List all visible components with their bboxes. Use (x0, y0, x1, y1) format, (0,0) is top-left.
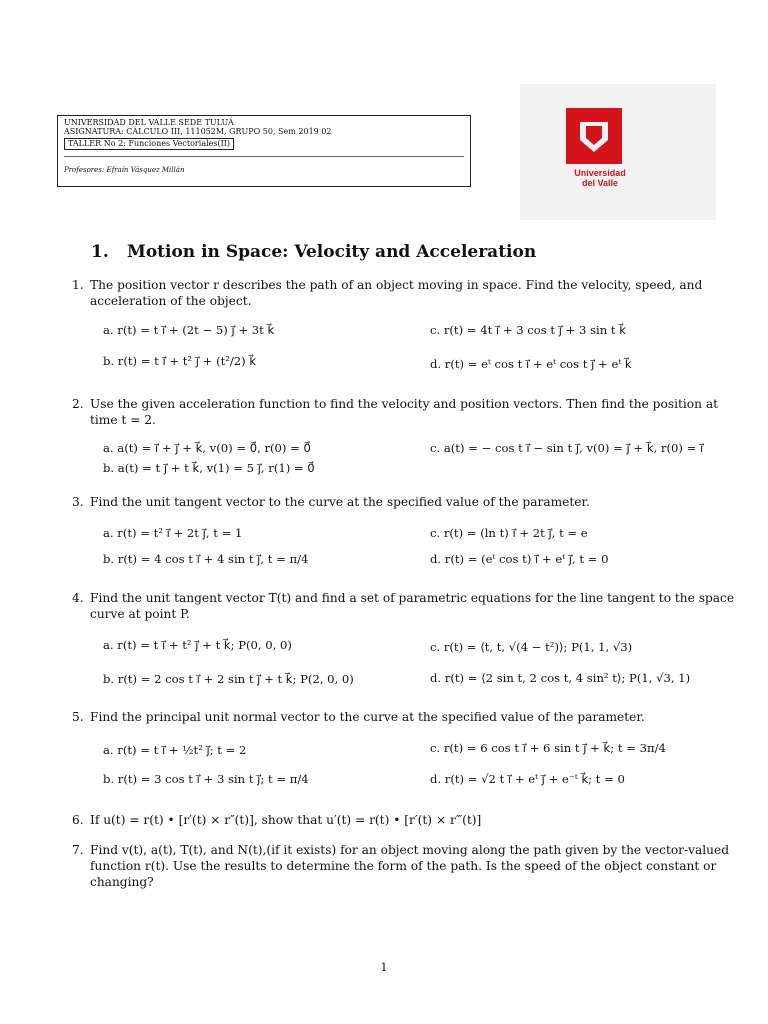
logo-line1: Universidad (574, 168, 626, 178)
problem-3-item-d: d. r(t) = (eᵗ cos t) i⃗ + eᵗ j⃗, t = 0 (430, 552, 609, 566)
problem-3 (72, 494, 736, 510)
problem-number: 1. (72, 278, 84, 292)
problem-text: Use the given acceleration function to find the velocity and position vectors. Then find the position at time t = 2. (90, 397, 718, 427)
university-name: UNIVERSIDAD DEL VALLE SEDE TULUÁ (64, 118, 234, 127)
problem-text: The position vector r describes the path of an object moving in space. Find the velocity, speed, and acceleration of the object. (90, 278, 703, 308)
problem-text: If u(t) = r(t) • [r′(t) × r″(t)], show that u′(t) = r(t) • [r′(t) × r‴(t)] (90, 813, 482, 827)
logo-mark-icon (566, 108, 622, 164)
problem-number: 4. (72, 591, 84, 605)
problem-1-item-d: d. r(t) = eᵗ cos t i⃗ + eᵗ cos t j⃗ + eᵗ k⃗ (430, 357, 632, 371)
header-divider (64, 156, 464, 157)
problem-number: 3. (72, 495, 84, 509)
problem-text: Find the unit tangent vector T(t) and find a set of parametric equations for the line tangent to the space curve at point P. (90, 591, 735, 621)
problem-1-item-a: a. r(t) = t i⃗ + (2t − 5) j⃗ + 3t k⃗ (103, 323, 275, 337)
taller-title: TALLER No 2: Funciones Vectoriales(II) (64, 138, 234, 150)
page-number: 1 (380, 961, 388, 974)
problem-number: 6. (72, 813, 84, 827)
problem-1-item-c: c. r(t) = 4t i⃗ + 3 cos t j⃗ + 3 sin t k⃗ (430, 323, 626, 337)
problem-3-item-a: a. r(t) = t² i⃗ + 2t j⃗, t = 1 (103, 526, 243, 540)
problem-5 (72, 709, 736, 725)
problem-text: Find the unit tangent vector to the curve at the specified value of the parameter. (90, 495, 590, 509)
section-title (91, 242, 536, 262)
problem-3-item-b: b. r(t) = 4 cos t i⃗ + 4 sin t j⃗, t = π/4 (103, 552, 309, 566)
problem-number: 2. (72, 397, 84, 411)
problem-number: 5. (72, 710, 84, 724)
problem-4-item-a: a. r(t) = t i⃗ + t² j⃗ + t k⃗; P(0, 0, 0) (103, 638, 292, 652)
problem-1 (72, 277, 736, 309)
problem-2-item-c: c. a(t) = − cos t i⃗ − sin t j⃗, v(0) = j⃗ + k⃗, r(0) = i⃗ (430, 441, 704, 455)
problem-5-item-b: b. r(t) = 3 cos t i⃗ + 3 sin t j⃗; t = π/4 (103, 772, 309, 786)
problem-1-item-b: b. r(t) = t i⃗ + t² j⃗ + (t²/2) k⃗ (103, 354, 257, 368)
problem-6 (72, 812, 736, 828)
section-title-text: Motion in Space: Velocity and Acceleration (127, 242, 537, 262)
problem-4-item-c: c. r(t) = ⟨t, t, √(4 − t²)⟩; P(1, 1, √3) (430, 640, 633, 654)
logo-text (548, 168, 652, 188)
problem-2-item-a: a. a(t) = i⃗ + j⃗ + k⃗, v(0) = 0⃗, r(0) = 0⃗ (103, 441, 311, 455)
problem-number: 7. (72, 843, 84, 857)
logo-line2: del Valle (581, 178, 619, 188)
problem-4-item-b: b. r(t) = 2 cos t i⃗ + 2 sin t j⃗ + t k⃗; P(2, 0, 0) (103, 672, 354, 686)
problem-4-item-d: d. r(t) = ⟨2 sin t, 2 cos t, 4 sin² t⟩; P(1, √3, 1) (430, 671, 691, 685)
problem-3-item-c: c. r(t) = (ln t) i⃗ + 2t j⃗, t = e (430, 526, 588, 540)
course-info: ASIGNATURA: CÁLCULO III, 111052M, GRUPO 50, Sem 2019 02 (64, 127, 332, 136)
problem-7 (72, 842, 736, 890)
problem-text: Find v(t), a(t), T(t), and N(t),(if it exists) for an object moving along the path given by the vector-valued function r(t). Use the results to determine the form of the path. Is the speed of the object constant or changing? (90, 843, 730, 889)
header-box (57, 115, 471, 187)
problem-4 (72, 590, 736, 622)
problem-5-item-a: a. r(t) = t i⃗ + ½t² j⃗; t = 2 (103, 743, 247, 757)
problem-5-item-c: c. r(t) = 6 cos t i⃗ + 6 sin t j⃗ + k⃗; t = 3π/4 (430, 741, 666, 755)
problem-2-item-b: b. a(t) = t j⃗ + t k⃗, v(1) = 5 j⃗, r(1) = 0⃗ (103, 461, 315, 475)
section-number: 1. (91, 242, 109, 262)
problem-2 (72, 396, 736, 428)
problem-text: Find the principal unit normal vector to the curve at the specified value of the parameter. (90, 710, 645, 724)
professor-name: Profesores: Efraín Vásquez Millán (64, 166, 185, 174)
university-logo (520, 84, 716, 220)
problem-5-item-d: d. r(t) = √2 t i⃗ + eᵗ j⃗ + e⁻ᵗ k⃗; t = 0 (430, 772, 625, 786)
